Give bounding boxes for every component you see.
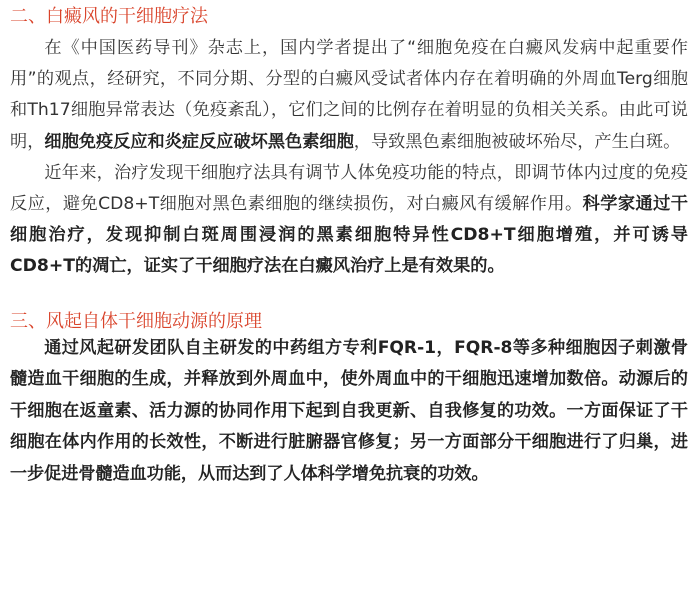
paragraph-text: 近年来，治疗发现干细胞疗法具有调节人体免疫功能的特点，即调节体内过度的免疫反应，避免CD8+T细胞对黑色素细胞的继续损伤，对白癜风有缓解作用。 [10,162,688,215]
paragraph-text: ，导致黑色素细胞被破坏殆尽，产生白斑。 [353,131,681,152]
paragraph-fengqi-principle: 通过风起研发团队自主研发的中药组方专利FQR-1，FQR-8等多种细胞因子刺激骨髓造血干细胞的生成，并释放到外周血中，使外周血中的干细胞迅速增加数倍。动源后的干细胞在返童素、活力源的协同作用下起到自我更新、自我修复的功效。一方面保证了干细胞在体内作用的长效性，不断进行脏腑器官修复；另一方面部分干细胞进行了归巢，进一步促进骨髓造血功能，从而达到了人体科学增免抗衰的功效。 [10,337,688,484]
section-heading-fengqi-principle: 三、风起自体干细胞动源的原理 [10,310,262,332]
section-heading-vitiligo-stem-cell-therapy: 二、白癜风的干细胞疗法 [10,6,208,27]
paragraph-text: 在《中国医药导刊》杂志上，国内学者提出了“细胞免疫在白癜风发病中起重要作用”的观点，经研究，不同分期、分型的白癜风受试者体内存在着明确的外周血Terg细胞和Th17细胞异常表达（免疫紊乱），它们之间的比例存在着明显的负相关关系。由此可说明， [10,38,688,152]
paragraph-stem-cell-therapy [10,158,688,283]
bold-emphasis: 细胞免疫反应和炎症反应破坏黑色素细胞 [44,131,354,152]
article-body [10,0,688,491]
bold-emphasis: 科学家通过干细胞治疗，发现抑制白斑周围浸润的黑素细胞特异性CD8+T细胞增殖，并可诱导CD8+T的凋亡，证实了干细胞疗法在白癜风治疗上是有效果的。 [10,194,688,277]
paragraph-immune-mechanism [10,33,688,158]
